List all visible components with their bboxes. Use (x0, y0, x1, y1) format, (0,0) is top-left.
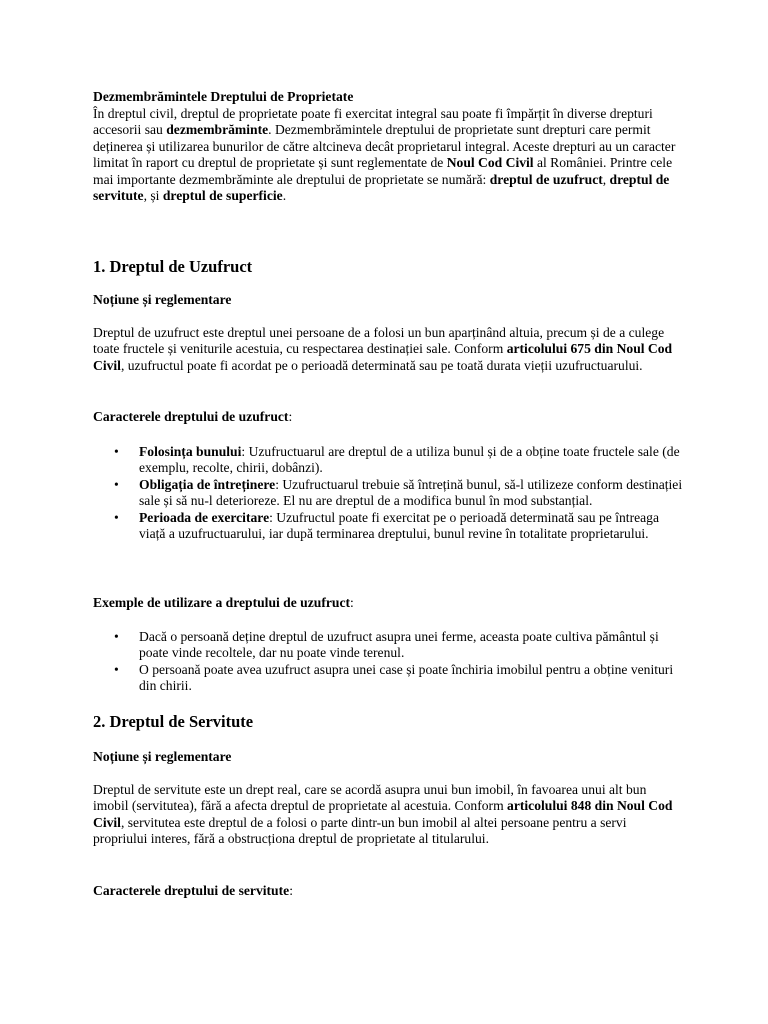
s2-characteristics-label-text: Caracterele dreptului de servitute (93, 883, 290, 898)
list-item (93, 444, 683, 477)
intro-text-6: . (282, 188, 287, 204)
list-item (93, 662, 683, 695)
list-item-text: : Uzufructul poate fi exercitat pe o perioadă determinată sau pe întreaga viață a uzufructuarului, iar după terminarea dreptului, bunul revine în totalitate proprietarului. (139, 509, 659, 542)
list-item-text: O persoană poate avea uzufruct asupra unei case și poate închiria imobilul pentru a obține venituri din chirii. (139, 661, 674, 694)
intro-bold-dezmembraminte: dezmembrăminte (166, 122, 269, 138)
section-1-subheading: Noțiune și reglementare (93, 292, 232, 307)
bullet-icon: • (114, 509, 119, 525)
intro-paragraph (93, 106, 683, 204)
section-2-paragraph (93, 782, 683, 848)
s1-bold-article: articolului 675 din Noul Cod Civil (93, 341, 673, 373)
s1-examples-colon: : (350, 595, 354, 610)
intro-text-2: . Dezmembrămintele dreptului de proprietate sunt drepturi care permit deținerea și utilizarea bunurilor de către altcineva decât proprietarul integral. Aceste drepturi au un caracter limitat în raport cu dreptul de proprietate și sunt reglementate de (93, 122, 676, 171)
intro-bold-cod-civil: Noul Cod Civil (446, 155, 534, 171)
s1-characteristics-colon: : (288, 409, 293, 424)
bullet-icon: • (114, 661, 119, 677)
intro-text-3: al României. Printre cele mai importante dezmembrăminte ale dreptului de proprietate se numără: (93, 155, 673, 187)
s1-examples-list (93, 629, 683, 695)
s1-examples-label (93, 595, 354, 611)
s2-text-1: Dreptul de servitute este un drept real, care se acordă asupra unui bun imobil, în favoarea unui alt bun imobil (servitutea), fără a afecta dreptul de proprietate al acestuia. Conform (93, 782, 647, 814)
list-item (93, 629, 683, 662)
section-2-heading: 2. Dreptul de Servitute (93, 712, 254, 731)
intro-text-4: , (602, 171, 610, 187)
s1-characteristics-label-text: Caracterele dreptului de uzufruct (93, 409, 289, 424)
list-item (93, 510, 683, 543)
s1-text-1: Dreptul de uzufruct este dreptul unei persoane de a folosi un bun aparținând altuia, precum și de a culege toate fructele și veniturile acestuia, cu respectarea destinației sale. Conform (93, 325, 665, 357)
intro-bold-superficie: dreptul de superficie (162, 188, 283, 204)
s1-characteristics-label (93, 409, 292, 425)
s1-text-2: , uzufructul poate fi acordat pe o perioadă determinată sau pe toată durata vieții uzufructuarului. (120, 357, 643, 373)
section-2-subheading: Noțiune și reglementare (93, 749, 232, 764)
bullet-icon: • (114, 476, 119, 492)
section-1-heading: 1. Dreptul de Uzufruct (93, 257, 253, 276)
section-1-paragraph (93, 325, 683, 374)
list-item-text: Dacă o persoană deține dreptul de uzufruct asupra unei ferme, aceasta poate cultiva pământul și poate vinde recoltele, dar nu poate vinde terenul. (139, 629, 659, 661)
list-item-bold: Perioada de exercitare (139, 509, 270, 525)
list-item-text: : Uzufructuarul are dreptul de a utiliza bunul și de a obține toate fructele sale (de exemplu, recolte, chirii, dobânzi). (139, 444, 680, 476)
list-item-bold: Obligația de întreținere (139, 476, 276, 492)
intro-text-1: În dreptul civil, dreptul de proprietate poate fi exercitat integral sau poate fi împărțit în diverse drepturi accesorii sau (93, 106, 653, 138)
s2-characteristics-colon: : (289, 883, 293, 898)
list-item-bold: Folosința bunului (139, 444, 242, 459)
document-title: Dezmembrămintele Dreptului de Proprietate (93, 89, 354, 104)
intro-text-5: , și (143, 188, 163, 204)
bullet-icon: • (114, 629, 119, 644)
s2-characteristics-label (93, 883, 293, 899)
s2-bold-article: articolului 848 din Noul Cod Civil (93, 798, 673, 830)
intro-bold-servitute: dreptul de servitute (93, 171, 670, 204)
s1-examples-label-text: Exemple de utilizare a dreptului de uzufruct (93, 595, 351, 610)
bullet-icon: • (114, 444, 119, 459)
s1-characteristics-list (93, 444, 683, 542)
s2-text-2: , servitutea este dreptul de a folosi o parte dintr-un bun imobil al altei persoane pentru a servi propriului interes, fără a obstrucționa dreptul de proprietate al titularului. (93, 814, 627, 847)
intro-bold-uzufruct: dreptul de uzufruct (489, 171, 603, 187)
list-item-text: : Uzufructuarul trebuie să întrețină bunul, să-l utilizeze conform destinației sale și să nu-l deterioreze. El nu are dreptul de a modifica bunul în mod substanțial. (139, 476, 683, 509)
list-item (93, 477, 683, 510)
